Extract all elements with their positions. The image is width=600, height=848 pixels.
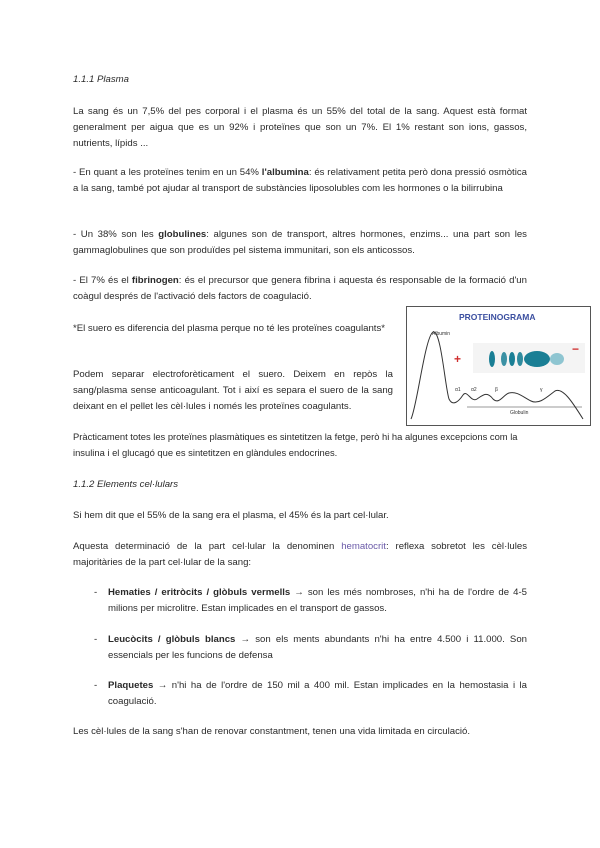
list-dash-3: -: [94, 680, 98, 691]
hematies-text: → son les més nombroses, n'hi ha de l'ordre de 4-5 milions per microlitre. Estan implicades en el transport de gassos.: [108, 587, 527, 614]
paragraph-globulines: [73, 227, 527, 259]
paragraph-fibrinogen: [73, 273, 527, 305]
gel-band-5: [524, 351, 550, 367]
plaquetes-term: Plaquetes: [108, 680, 154, 691]
gel-band-3: [509, 352, 515, 366]
albumina-pre: - En quant a les proteïnes tenim en un 54%: [73, 167, 262, 178]
list-dash-2: -: [94, 634, 98, 645]
paragraph-electroforesi: Podem separar electroforèticament el suero. Deixem en repòs la sang/plasma sense anticoagulant. Tot i així es separa el suero de la sang deixant en el pellet les cèl·lules i només les proteïnes coagulants.: [73, 369, 393, 412]
globulines-term: globulines: [158, 229, 207, 240]
globulines-post: : algunes son de transport, altres hormones, enzims... una part son les gammaglobulines que son produïdes pel sistema immunitari, son els anticossos.: [73, 229, 527, 256]
label-albumin: Albumin: [432, 331, 451, 337]
globulines-pre: - Un 38% son les: [73, 229, 159, 240]
paragraph-hematocrit-intro: Si hem dit que el 55% de la sang era el plasma, el 45% és la part cel·lular.: [73, 510, 389, 521]
label-beta: β: [495, 387, 498, 393]
label-alpha1: α1: [455, 387, 461, 393]
hematocrit-pre: Aquesta determinació de la part cel·lular la denominen: [73, 541, 342, 552]
albumina-post: : és relativament petita però dona pressió osmòtica a la sang, també pot ajudar al transport de substàncies liposolubles com les hormones o la bilirrubina: [73, 167, 527, 194]
list-dash-1: -: [94, 587, 98, 598]
albumina-term: l'albumina: [261, 167, 309, 178]
proteinogram-svg: [407, 307, 590, 425]
paragraph-hematocrit: [73, 539, 527, 571]
label-globulin: Globulin: [510, 410, 529, 416]
section-heading-elements: 1.1.2 Elements cel·lulars: [73, 479, 179, 490]
label-gamma: γ: [540, 387, 543, 393]
list-item-leucocits: [108, 632, 527, 664]
paragraph-suero-note: *El suero es diferencia del plasma perque no té les proteïnes coagulants*: [73, 323, 385, 334]
plus-sign: +: [454, 352, 462, 366]
hematocrit-link[interactable]: hematocrit: [341, 541, 386, 552]
gel-band-6: [550, 353, 564, 365]
section-heading-plasma: 1.1.1 Plasma: [73, 74, 129, 85]
proteinogram-figure: [406, 306, 591, 426]
hematies-term: Hematies / eritròcits / glòbuls vermells: [108, 587, 291, 598]
gel-band-2: [501, 352, 507, 366]
leucocits-term: Leucòcits / glòbuls blancs: [108, 634, 236, 645]
paragraph-fetge: Pràcticament totes les proteïnes plasmàtiques es sintetitzen la fetge, però hi ha algunes excepcions com la insulina i el glucagó que es sintetitzen en glàndules endocrines.: [73, 431, 518, 458]
gel-band-1: [489, 351, 495, 367]
list-item-plaquetes: [108, 678, 527, 710]
hematocrit-post: : reflexa sobretot les cèl·lules majoritàries de la part cel·lular de la sang:: [73, 541, 527, 568]
fibrinogen-term: fibrinogen: [131, 275, 179, 286]
paragraph-closing: Les cèl·lules de la sang s'han de renovar constantment, tenen una vida limitada en circulació.: [73, 726, 471, 737]
list-item-hematies: [108, 585, 527, 617]
gel-band-4: [517, 352, 523, 366]
fibrinogen-pre: - El 7% és el: [73, 275, 132, 286]
paragraph-albumina: [73, 165, 527, 197]
minus-sign: −: [572, 342, 580, 356]
label-alpha2: α2: [471, 387, 477, 393]
leucocits-text: → son els ments abundants n'hi ha entre 4.500 i 11.000. Son essencials per les funcions de defensa: [108, 634, 527, 661]
paragraph-plasma-intro: La sang és un 7,5% del pes corporal i el plasma és un 55% del total de la sang. Aquest està format generalment per aigua que es un 92% i proteïnes que son un 7%. El 1% restant son ions, gassos, nutrients, lípids ...: [73, 106, 527, 149]
fibrinogen-post: : és el precursor que genera fibrina i aquesta és responsable de la formació d'un coàgul després de l'activació dels factors de coagulació.: [73, 275, 527, 302]
plaquetes-text: → n'hi ha de l'ordre de 150 mil a 400 mil. Estan implicades en la hemostasia i la coagulació.: [108, 680, 527, 707]
figure-title: PROTEINOGRAMA: [459, 312, 536, 322]
